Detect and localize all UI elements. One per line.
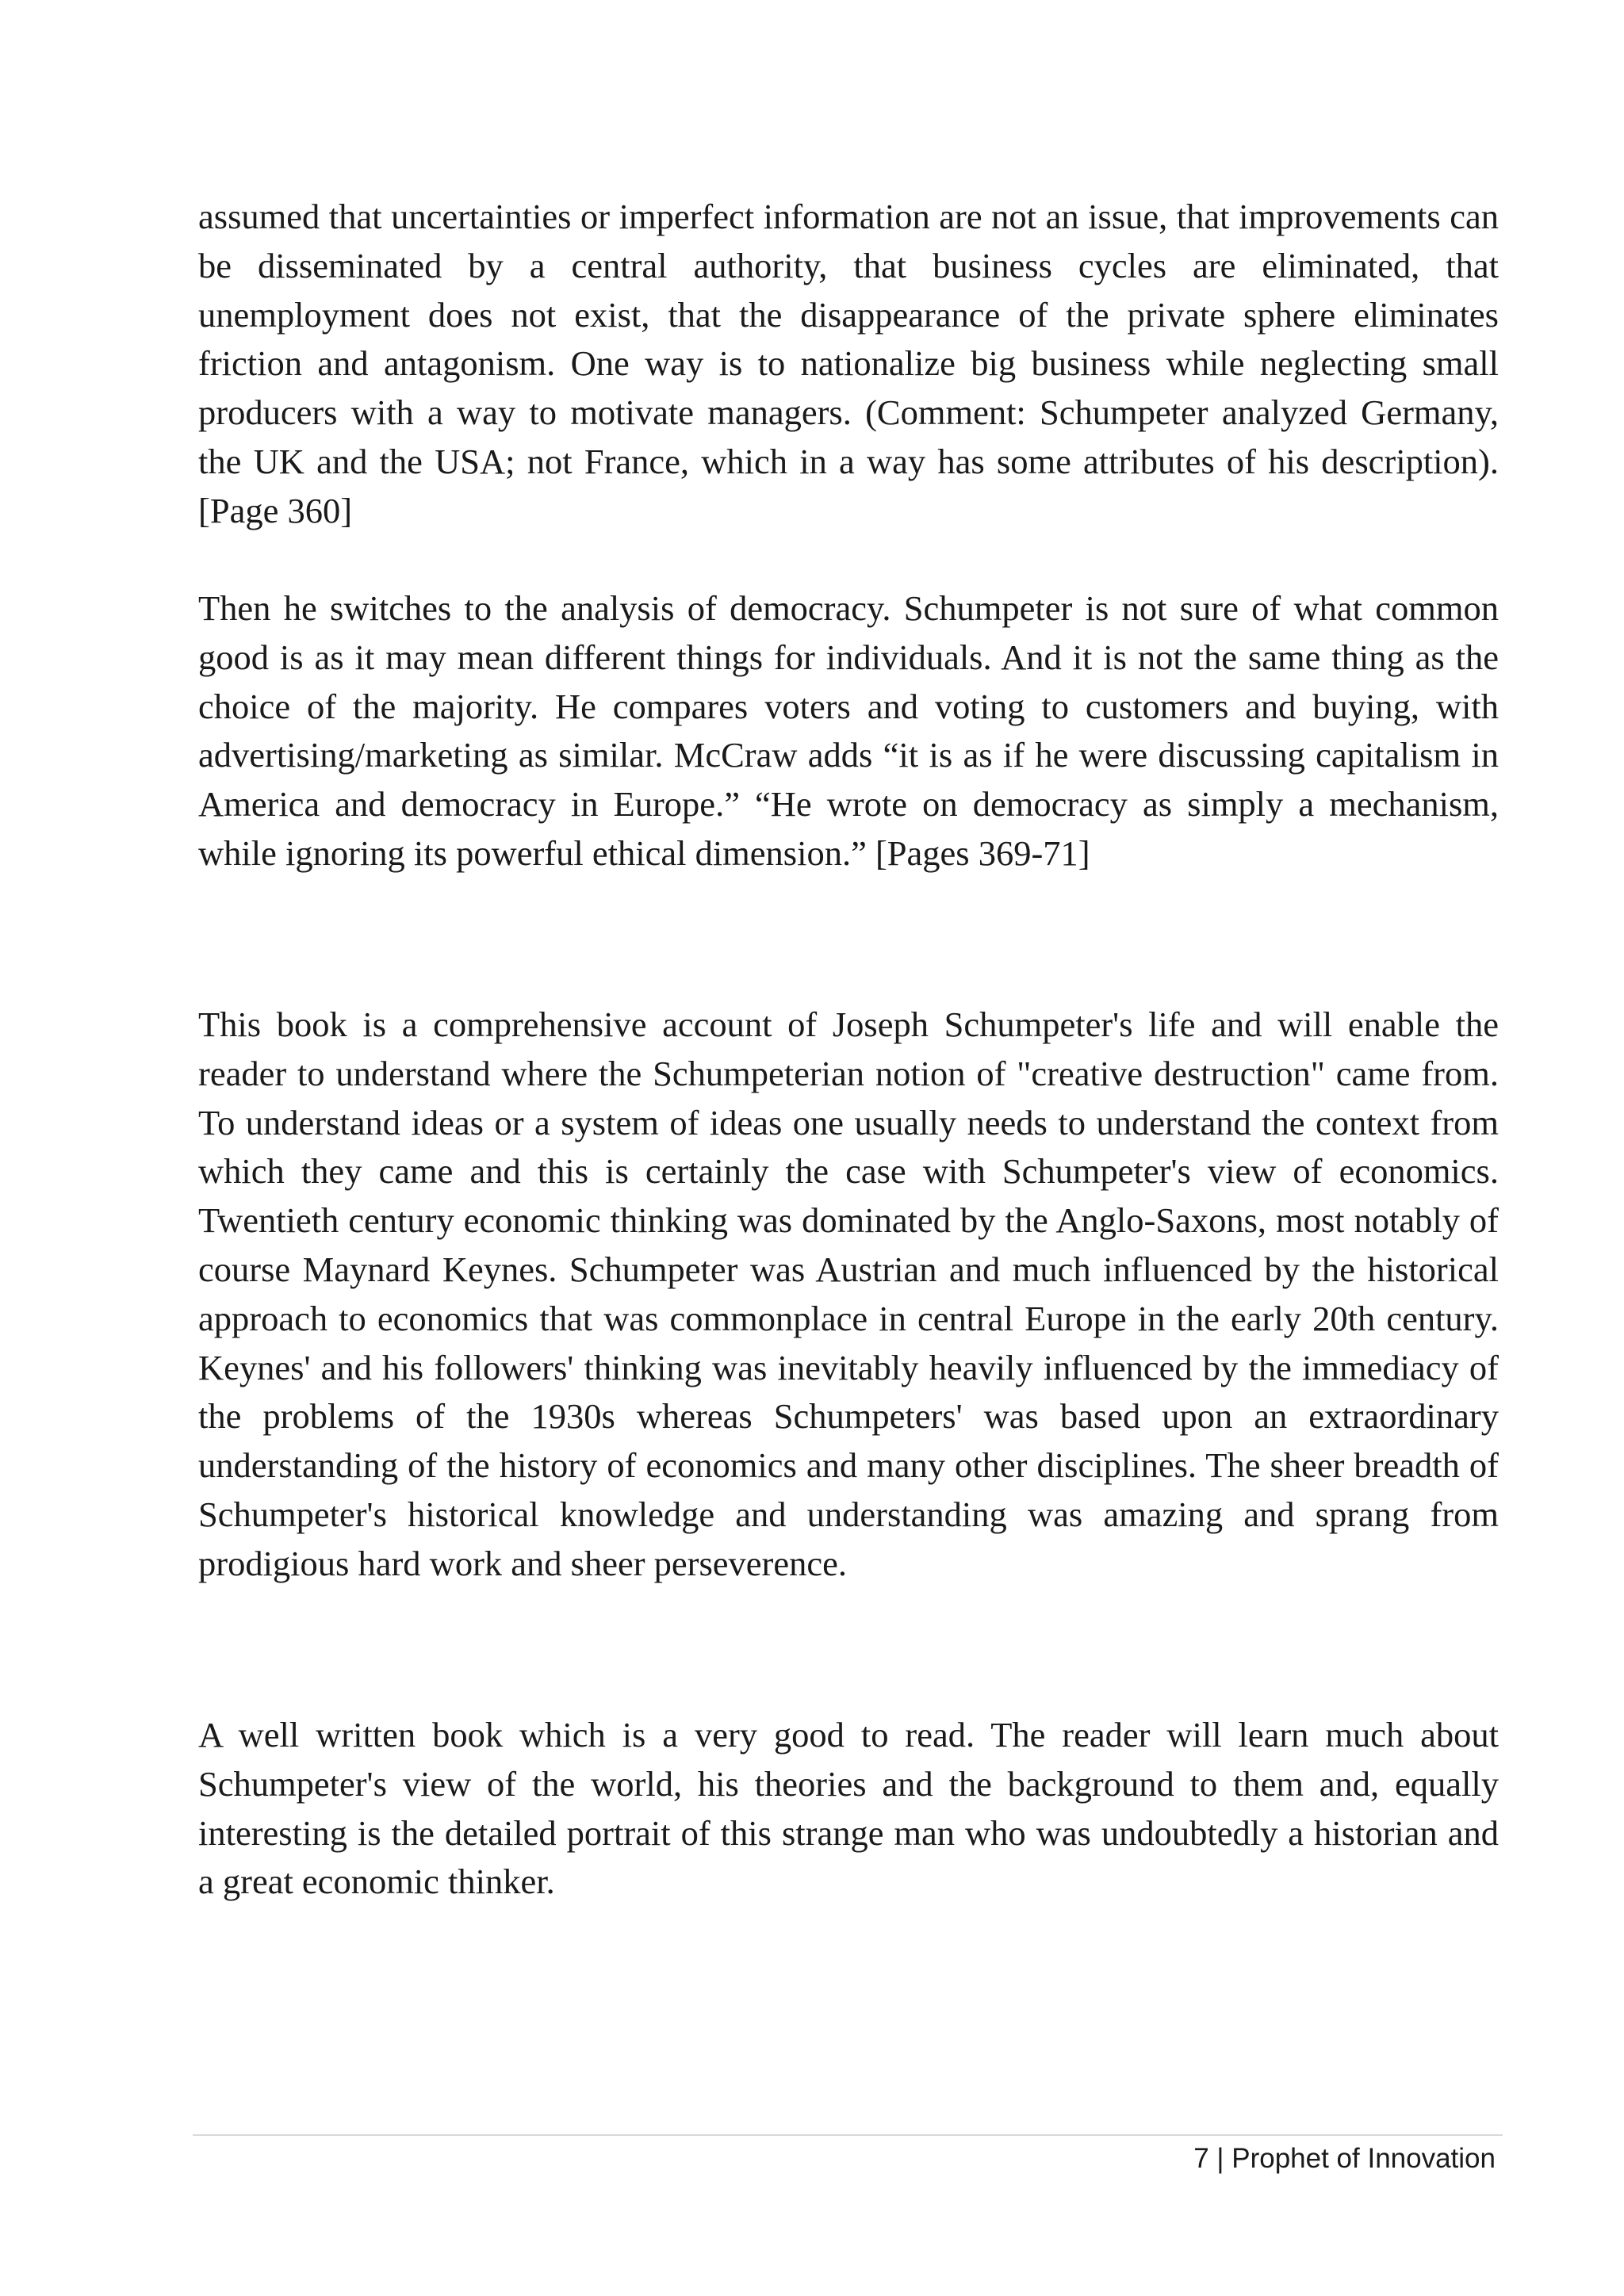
paragraph-capitalism-assumptions: assumed that uncertainties or imperfect information are not an issue, that improvements can be disseminated by a central authority, that business cycles are eliminated, that unemployment does not exist, that the disappearance of the private sphere eliminates friction and antagonism. One way is to nationalize big business while neglecting small producers with a way to motivate managers. (Comment: Schumpeter analyzed Germany, the UK and the USA; not France, which in a way has some attributes of his description). [Page 360] bbox=[198, 197, 1499, 530]
footer-title: Prophet of Innovation bbox=[1231, 2143, 1496, 2174]
footer-divider bbox=[193, 2134, 1503, 2136]
page-number: 7 bbox=[1193, 2143, 1209, 2174]
page-footer bbox=[1193, 2141, 1496, 2177]
paragraph-book-review: This book is a comprehensive account of Joseph Schumpeter's life and will enable the reader to understand where the Schumpeterian notion of "creative destruction" came from. To understand ideas or a system of ideas one usually needs to understand the context from which they came and this is certainly the case with Schumpeter's view of economics. Twentieth century economic thinking was dominated by the Anglo-Saxons, most notably of course Maynard Keynes. Schumpeter was Austrian and much influenced by the historical approach to economics that was commonplace in central Europe in the early 20th century. Keynes' and his followers' thinking was inevitably heavily influenced by the immediacy of the problems of the 1930s whereas Schumpeters' was based upon an extraordinary understanding of the history of economics and many other disciplines. The sheer breadth of Schumpeter's historical knowledge and understanding was amazing and sprang from prodigious hard work and sheer perseverence. bbox=[198, 1004, 1499, 1583]
paragraph-conclusion: A well written book which is a very good to read. The reader will learn much about Schumpeter's view of the world, his theories and the background to them and, equally interesting is the detailed portrait of this strange man who was undoubtedly a historian and a great economic thinker. bbox=[198, 1715, 1499, 1902]
paragraph-democracy-analysis: Then he switches to the analysis of democracy. Schumpeter is not sure of what common good is as it may mean different things for individuals. And it is not the same thing as the choice of the majority. He compares voters and voting to customers and buying, with advertising/marketing as similar. McCraw adds “it is as if he were discussing capitalism in America and democracy in Europe.” “He wrote on democracy as simply a mechanism, while ignoring its powerful ethical dimension.” [Pages 369-71] bbox=[198, 588, 1499, 873]
footer-separator: | bbox=[1216, 2143, 1224, 2174]
